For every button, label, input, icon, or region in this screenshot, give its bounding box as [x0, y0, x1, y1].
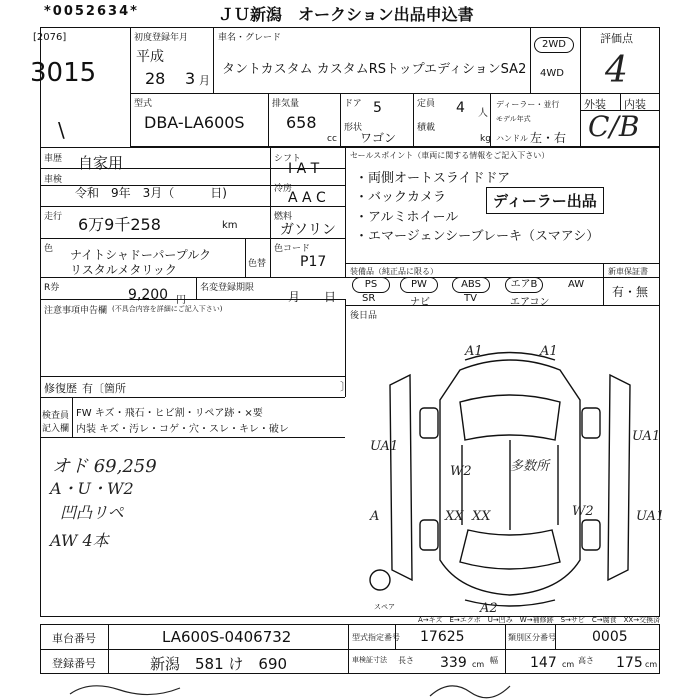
ac: A A C	[288, 190, 326, 206]
grade-label: 評価点	[600, 32, 633, 45]
color-replace-label: 色替	[248, 259, 267, 269]
chassis-number: LA600S-0406732	[162, 628, 292, 646]
capacity-unit: 人	[478, 108, 488, 119]
document-title: ＪＵ新潟 オークション出品申込書	[218, 5, 474, 24]
drive-2wd: 2WD	[534, 37, 574, 53]
tax-label: 名変登録期限	[200, 283, 255, 293]
ext-int-value: C/B	[588, 110, 640, 143]
diagram-mark-xx-a: XX	[445, 509, 464, 524]
recycle-label: R券	[44, 283, 60, 293]
equip-sr: SR	[362, 293, 376, 304]
size-label: 車検証寸法	[352, 656, 387, 664]
sales-point-4: ・エマージェンシーブレーキ（スマアシ）	[355, 229, 600, 244]
equipment-label: 装備品（純正品に限る）	[350, 267, 438, 276]
height-unit: cm	[645, 660, 658, 669]
category-label: 類別区分番号	[508, 633, 556, 642]
equip-tv: TV	[464, 293, 477, 304]
ext-label: 外装	[584, 98, 606, 111]
first-reg-era: 平成	[136, 49, 164, 65]
sales-point-1: ・両側オートスライドドア	[355, 171, 511, 186]
dealer-badge: ディーラー出品	[486, 187, 604, 214]
shift-label: シフト	[274, 154, 302, 164]
length-unit: cm	[472, 660, 485, 669]
color-code: P17	[300, 254, 327, 270]
inspection-label: 車検	[44, 175, 63, 185]
registration-label: 登録番号	[52, 657, 96, 670]
inspection: 令和 9年 3月（ 日)	[75, 186, 227, 200]
repair-history-value: 有〔箇所	[82, 382, 126, 395]
spare-label: スペア	[374, 603, 395, 611]
diagram-mark-a: A	[370, 509, 380, 524]
handwritten-mark: \	[58, 118, 65, 142]
diagram-mark-ua1-left: UA1	[370, 439, 399, 454]
handle-value: 左・右	[530, 131, 567, 145]
model: DBA-LA600S	[144, 113, 245, 132]
handwritten-note-odo: オド 69,259	[52, 456, 157, 477]
sales-point-2: ・バックカメラ	[355, 190, 447, 205]
kg-unit: kg	[480, 134, 491, 144]
chassis-label: 車台番号	[52, 632, 96, 645]
first-reg-month: 3	[185, 69, 196, 88]
diagram-mark-xx-b: XX	[472, 509, 491, 524]
handwritten-note-repair: 凹凸リペ	[60, 503, 124, 522]
dealer-label: ディーラー・並行	[496, 100, 560, 109]
auction-sheet: *0052634* ＪＵ新潟 オークション出品申込書 [2076] 3015 \ 初度登録年月 平成 28 3 月 車名・グレード タントカスタム カスタムRSトップエディションSA2 2WD 4WD 評価点 4 型式 DBA-LA600S 排気量 658 cc ドア 5 形状 ワゴン 定員 4 人 積載 kg ディーラー・並行 モデル年式 ハンドル 左・右 外装 内装 C/B 車歴 自家用 車検 令和 9年 3月（ 日) 走行 6万9千258 km 色 ナイトシャドーパープルク リスタルメタリック 色替 R券 9,200 円 名変登録期限 月 日 シフト I A T 冷房 A A C 燃料 ガソリン 色コード P17 セールスポイント（車両に関する情報をご記入下さい） ・両側オートスライドドア ・バックカメラ ・アルミホイール ・エマージェンシーブレーキ（スマアシ） ディーラー出品 装備品（純正品に限る） 新車保証書 有・無 PS PW ABS エアB AW SR ナビ TV エアコン 後日品 注意事項申告欄 (不具合内容を詳細にご記入下さい) 修復歴 有〔箇所 〕 検査員 記入欄 FW キズ・飛石・ヒビ割・リペア跡・×要 内装 キズ・汚レ・コゲ・穴・スレ・キレ・破レ オド 69,259 A・U・W2 凹凸リペ AW 4本 A1 A1 UA1 UA1 W2 W2 XX XX A UA1 A2 多数所 スペア A→キズ E→エクボ U→凹み W→補修跡 S→サビ C→腐食 XX→交換済 車台番号 LA600S-0406732 登録番号 新潟 581 け 690 型式指定番号 17625 類別区分番号 0005 車検証寸法 長さ 339 cm 幅 147 cm 高さ 175 cm	[0, 0, 700, 700]
check-row-1: FW キズ・飛石・ヒビ割・リペア跡・×要	[76, 408, 263, 419]
grade-value: 4	[605, 50, 628, 91]
damage-legend: A→キズ E→エクボ U→凹み W→補修跡 S→サビ C→腐食 XX→交換済	[418, 616, 661, 624]
diagram-mark-w2-b: W2	[572, 504, 594, 519]
bottom-scribble	[60, 676, 560, 700]
color-line-2: リスタルメタリック	[70, 263, 177, 277]
shift: I A T	[288, 161, 320, 177]
color-label: 色	[44, 244, 54, 254]
equip-ps: PS	[352, 277, 390, 293]
width-value: 147	[530, 655, 557, 671]
diagram-mark-a1-right: A1	[540, 344, 558, 359]
category-number: 0005	[592, 629, 628, 645]
height-label: 高さ	[578, 656, 594, 665]
equip-navi: ナビ	[410, 297, 430, 308]
drive-4wd: 4WD	[540, 68, 564, 79]
fuel: ガソリン	[280, 222, 336, 238]
car-condition-diagram	[350, 330, 665, 616]
capacity-label: 定員	[417, 99, 436, 109]
repair-history-label: 修復歴	[44, 382, 77, 395]
vehicle-name: タントカスタム カスタムRSトップエディションSA2	[222, 62, 527, 77]
vehicle-name-label: 車名・グレード	[218, 33, 282, 43]
fuel-label: 燃料	[274, 212, 293, 222]
width-label: 幅	[490, 656, 498, 665]
diagram-note-many: 多数所	[510, 459, 550, 474]
handwritten-note-marks: A・U・W2	[50, 479, 134, 498]
sales-point-3: ・アルミホイール	[355, 210, 459, 225]
equip-airbag: エアB	[505, 277, 543, 293]
capacity: 4	[456, 100, 465, 116]
displacement: 658	[286, 113, 317, 132]
sales-points-label: セールスポイント（車両に関する情報をご記入下さい）	[350, 151, 550, 160]
model-label: 型式	[134, 99, 153, 109]
km-unit: km	[222, 220, 238, 231]
body: ワゴン	[360, 131, 397, 145]
length-label: 長さ	[398, 656, 414, 665]
color-line-1: ナイトシャドーパープルク	[70, 248, 212, 262]
model-year-label: モデル年式	[496, 115, 531, 123]
body-label: 形状	[344, 123, 363, 133]
first-reg-year: 28	[145, 69, 166, 88]
doors-label: ドア	[344, 99, 362, 109]
serial-barcode: *0052634*	[44, 4, 139, 19]
mileage-label: 走行	[44, 212, 63, 222]
type-cert-number: 17625	[420, 629, 465, 645]
check-row-2: 内装 キズ・汚レ・コゲ・穴・スレ・キレ・破レ	[76, 424, 289, 435]
recycle: 9,200	[128, 287, 169, 303]
ac-label: 冷房	[274, 184, 293, 194]
handwritten-note-aw: AW 4本	[50, 531, 109, 550]
after-items-label: 後日品	[350, 311, 378, 321]
diagram-mark-a2: A2	[480, 601, 498, 616]
new-car-warranty-value: 有・無	[612, 285, 649, 299]
width-unit: cm	[562, 660, 575, 669]
usage-label: 車歴	[44, 154, 63, 164]
doors: 5	[373, 100, 382, 116]
notes-sub: (不具合内容を詳細にご記入下さい)	[112, 305, 223, 313]
tax-value: 月 日	[288, 290, 337, 304]
diagram-mark-a1-left: A1	[465, 344, 483, 359]
notes-label: 注意事項申告欄	[44, 306, 108, 316]
diagram-mark-ua1-right: UA1	[632, 429, 661, 444]
displacement-label: 排気量	[272, 99, 300, 109]
load-label: 積載	[417, 123, 436, 133]
int-label: 内装	[624, 98, 646, 111]
registration-number: 新潟 581 け 690	[150, 655, 288, 673]
equip-aw: AW	[568, 279, 585, 290]
diagram-mark-ua1-rear: UA1	[636, 509, 665, 524]
equip-abs: ABS	[452, 277, 490, 293]
new-car-warranty-label: 新車保証書	[608, 267, 648, 276]
handle-label: ハンドル	[496, 134, 528, 143]
color-code-label: 色コード	[274, 244, 311, 254]
diagram-mark-w2-a: W2	[450, 464, 472, 479]
equip-pw: PW	[400, 277, 438, 293]
yen-unit: 円	[176, 295, 186, 306]
cc-unit: cc	[327, 134, 337, 144]
length-value: 339	[440, 655, 467, 671]
type-cert-label: 型式指定番号	[352, 633, 400, 642]
lot-number: 3015	[30, 58, 97, 88]
first-reg-month-unit: 月	[199, 74, 210, 87]
entry-label: 記入欄	[42, 424, 70, 434]
equip-ac: エアコン	[510, 297, 550, 308]
top-id: [2076]	[33, 32, 67, 43]
usage: 自家用	[78, 154, 124, 172]
height-value: 175	[616, 655, 643, 671]
mileage: 6万9千258	[78, 215, 161, 234]
inspector-label: 検査員	[42, 411, 70, 421]
first-reg-label: 初度登録年月	[134, 33, 189, 43]
